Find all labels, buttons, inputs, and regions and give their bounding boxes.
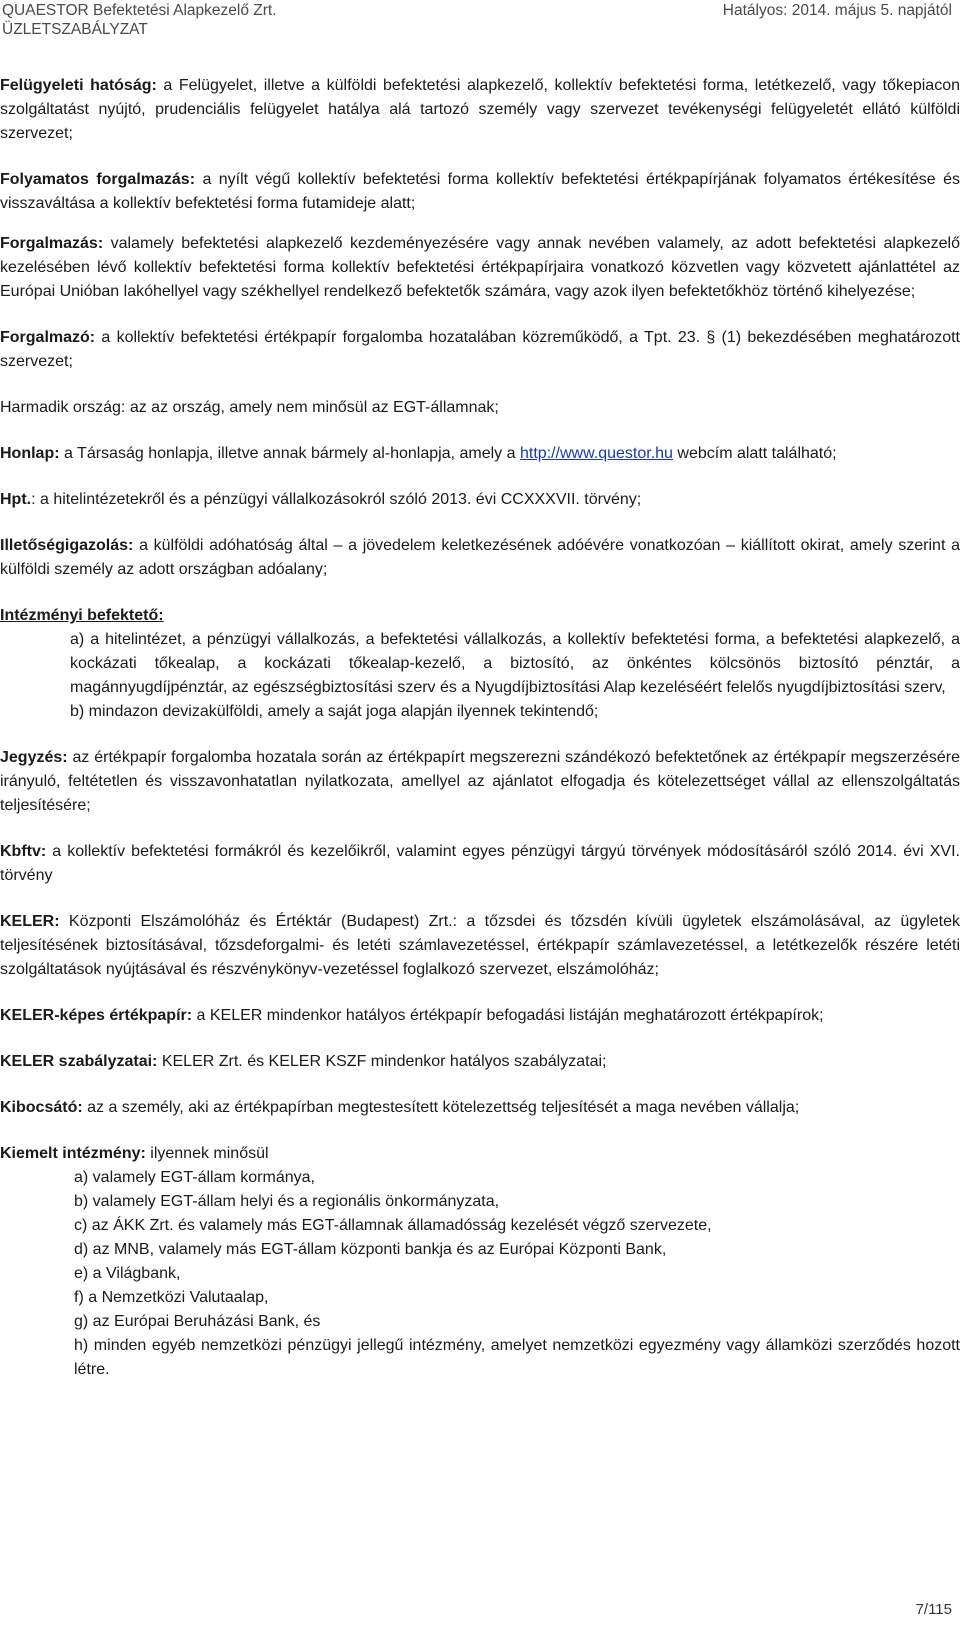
definition-text: a külföldi adóhatóság által – a jövedelem keletkezésének adóévére vonatkozóan – kiállított okirat, amely szerint a külföldi személy az adott országban adóalany; <box>0 537 960 578</box>
definition-sublist <box>0 1166 960 1382</box>
definition-text-after: webcím alatt található; <box>672 445 837 462</box>
definition-term: Kbftv: <box>0 843 47 860</box>
definition-intezmenyi-befekteto <box>0 604 960 724</box>
definition-text: a Társaság honlapja, illetve annak bármely al-honlapja, amely a <box>59 445 520 462</box>
definition-keler <box>0 910 960 982</box>
definition-term: Illetőségigazolás: <box>0 537 134 554</box>
list-item: a) a hitelintézet, a pénzügyi vállalkozás, a befektetési vállalkozás, a kollektív befektetési forma, a befektetési alapkezelő, a kockázati tőkealap, a kockázati tőkealap-kezelő, a biztosító, az önkéntes kölcsönös biztosító pénztár, a magánnyugdíjpénztár, az egészségbiztosítási szerv és a Nyugdíjbiztosítási Alap kezeléséért felelős nyugdíjbiztosítási szerv, <box>70 631 960 696</box>
definition-kibocsato <box>0 1096 960 1120</box>
definition-keler-szabalyzatai <box>0 1050 960 1074</box>
list-item: h) minden egyéb nemzetközi pénzügyi jellegű intézmény, amelyet nemzetközi egyezmény vagy államközi szerződés hozott létre. <box>74 1337 960 1378</box>
definition-text: a Felügyelet, illetve a külföldi befektetési alapkezelő, kollektív befektetési forma, letétkezelő, vagy tőkepiacon szolgáltatást nyújtó, prudenciális felügyelet hatálya alá tartozó személy vagy szervezet tevékenységi felügyeletét ellátó külföldi szervezet; <box>0 77 960 142</box>
definition-term: Kiemelt intézmény: <box>0 1145 146 1162</box>
definition-text: az a személy, aki az értékpapírban megtestesített kötelezettség teljesítését a maga nevében vállalja; <box>82 1099 800 1116</box>
definition-text: a nyílt végű kollektív befektetési forma kollektív befektetési értékpapírjának folyamatos értékesítése és visszaváltása a kollektív befektetési forma futamideje alatt; <box>0 171 960 212</box>
definition-text: az értékpapír forgalomba hozatala során az értékpapírt megszerezni szándékozó befektetőnek az értékpapír megszerzésére irányuló, feltétetlen és visszavonhatatlan nyilatkozata, amellyel az ajánlatot elfogadja és kötelezettséget vállal az ellenszolgáltatás teljesítésére; <box>0 749 960 814</box>
page-header <box>0 0 960 44</box>
definition-forgalmazas <box>0 232 960 304</box>
questor-website-link[interactable]: http://www.questor.hu <box>519 445 673 462</box>
definition-kiemelt-intezmeny <box>0 1142 960 1382</box>
definition-text: Harmadik ország: az az ország, amely nem minősül az EGT-államnak; <box>0 399 499 416</box>
definition-text: ilyennek minősül <box>145 1145 269 1162</box>
definition-term: KELER-képes értékpapír: <box>0 1007 193 1024</box>
definition-jegyzes <box>0 746 960 818</box>
definition-honlap <box>0 442 960 466</box>
page-number: 7/115 <box>915 1601 952 1618</box>
definition-term: Forgalmazás: <box>0 235 104 252</box>
header-company: QUAESTOR Befektetési Alapkezelő Zrt. <box>2 2 277 19</box>
definition-forgalmazo <box>0 326 960 374</box>
list-item: e) a Világbank, <box>74 1265 181 1282</box>
list-item: f) a Nemzetközi Valutaalap, <box>74 1289 269 1306</box>
definition-term: Forgalmazó: <box>0 329 96 346</box>
document-body <box>0 74 960 1404</box>
definition-keler-kepes-ertekpapir <box>0 1004 960 1028</box>
definition-harmadik-orszag <box>0 396 960 420</box>
definition-text: a KELER mindenkor hatályos értékpapír befogadási listáján meghatározott értékpapírok; <box>192 1007 824 1024</box>
list-item: g) az Európai Beruházási Bank, és <box>74 1313 321 1330</box>
header-effective-date: Hatályos: 2014. május 5. napjától <box>722 2 952 19</box>
definition-illetosegigazolas <box>0 534 960 582</box>
definition-text: a kollektív befektetési formákról és kezelőikről, valamint egyes pénzügyi tárgyú törvények módosításáról szóló 2014. évi XVI. törvény <box>0 843 960 884</box>
header-document-title: ÜZLETSZABÁLYZAT <box>2 21 148 38</box>
definition-term: Folyamatos forgalmazás: <box>0 171 196 188</box>
list-item: a) valamely EGT-állam kormánya, <box>74 1169 315 1186</box>
definition-term: KELER: <box>0 913 60 930</box>
definition-term: Intézményi befektető: <box>0 607 164 624</box>
definition-term: Hpt. <box>0 491 32 508</box>
definition-felugyeleti-hatosag <box>0 74 960 146</box>
definition-term: Honlap: <box>0 445 60 462</box>
definition-term: Felügyeleti hatóság: <box>0 77 157 94</box>
definition-term: Jegyzés: <box>0 749 68 766</box>
definition-kbftv <box>0 840 960 888</box>
definition-folyamatos-forgalmazas <box>0 168 960 216</box>
definition-text: KELER Zrt. és KELER KSZF mindenkor hatályos szabályzatai; <box>157 1053 607 1070</box>
definition-term: KELER szabályzatai: <box>0 1053 158 1070</box>
list-item: b) mindazon devizakülföldi, amely a saját joga alapján ilyennek tekintendő; <box>70 703 599 720</box>
definition-text: valamely befektetési alapkezelő kezdeményezésére vagy annak nevében valamely, az adott befektetési alapkezelő kezelésében lévő kollektív befektetési forma kollektív befektetési értékpapírjaira vonatkozó közvetlen vagy közvetett ajánlattétel az Európai Unióban lakóhellyel vagy székhellyel rendelkező befektetők számára, vagy azok ilyen befektetőkhöz történő kihelyezése; <box>0 235 960 300</box>
list-item: c) az ÁKK Zrt. és valamely más EGT-államnak államadósság kezelését végző szervezete, <box>74 1217 712 1234</box>
definition-text: Központi Elszámolóház és Értéktár (Budapest) Zrt.: a tőzsdei és tőzsdén kívüli ügyletek elszámolásával, az ügyletek teljesítésének biztosításával, tőzsdeforgalmi- és letéti számlavezetéssel, értékpapír számlavezetéssel, a letétkezelők részére letéti szolgáltatások nyújtásával és részvénykönyv-vezetéssel foglalkozó szervezet, elszámolóház; <box>0 913 960 978</box>
header-left <box>2 1 277 39</box>
list-item: b) valamely EGT-állam helyi és a regionális önkormányzata, <box>74 1193 500 1210</box>
definition-text: a kollektív befektetési értékpapír forgalomba hozatalában közreműködő, a Tpt. 23. § (1) bekezdésében meghatározott szervezet; <box>0 329 960 370</box>
list-item: d) az MNB, valamely más EGT-állam központi bankja és az Európai Központi Bank, <box>74 1241 667 1258</box>
definition-text: : a hitelintézetekről és a pénzügyi vállalkozásokról szóló 2013. évi CCXXXVII. törvény; <box>31 491 642 508</box>
definition-sublist <box>0 628 960 724</box>
definition-term: Kibocsátó: <box>0 1099 83 1116</box>
definition-hpt <box>0 488 960 512</box>
